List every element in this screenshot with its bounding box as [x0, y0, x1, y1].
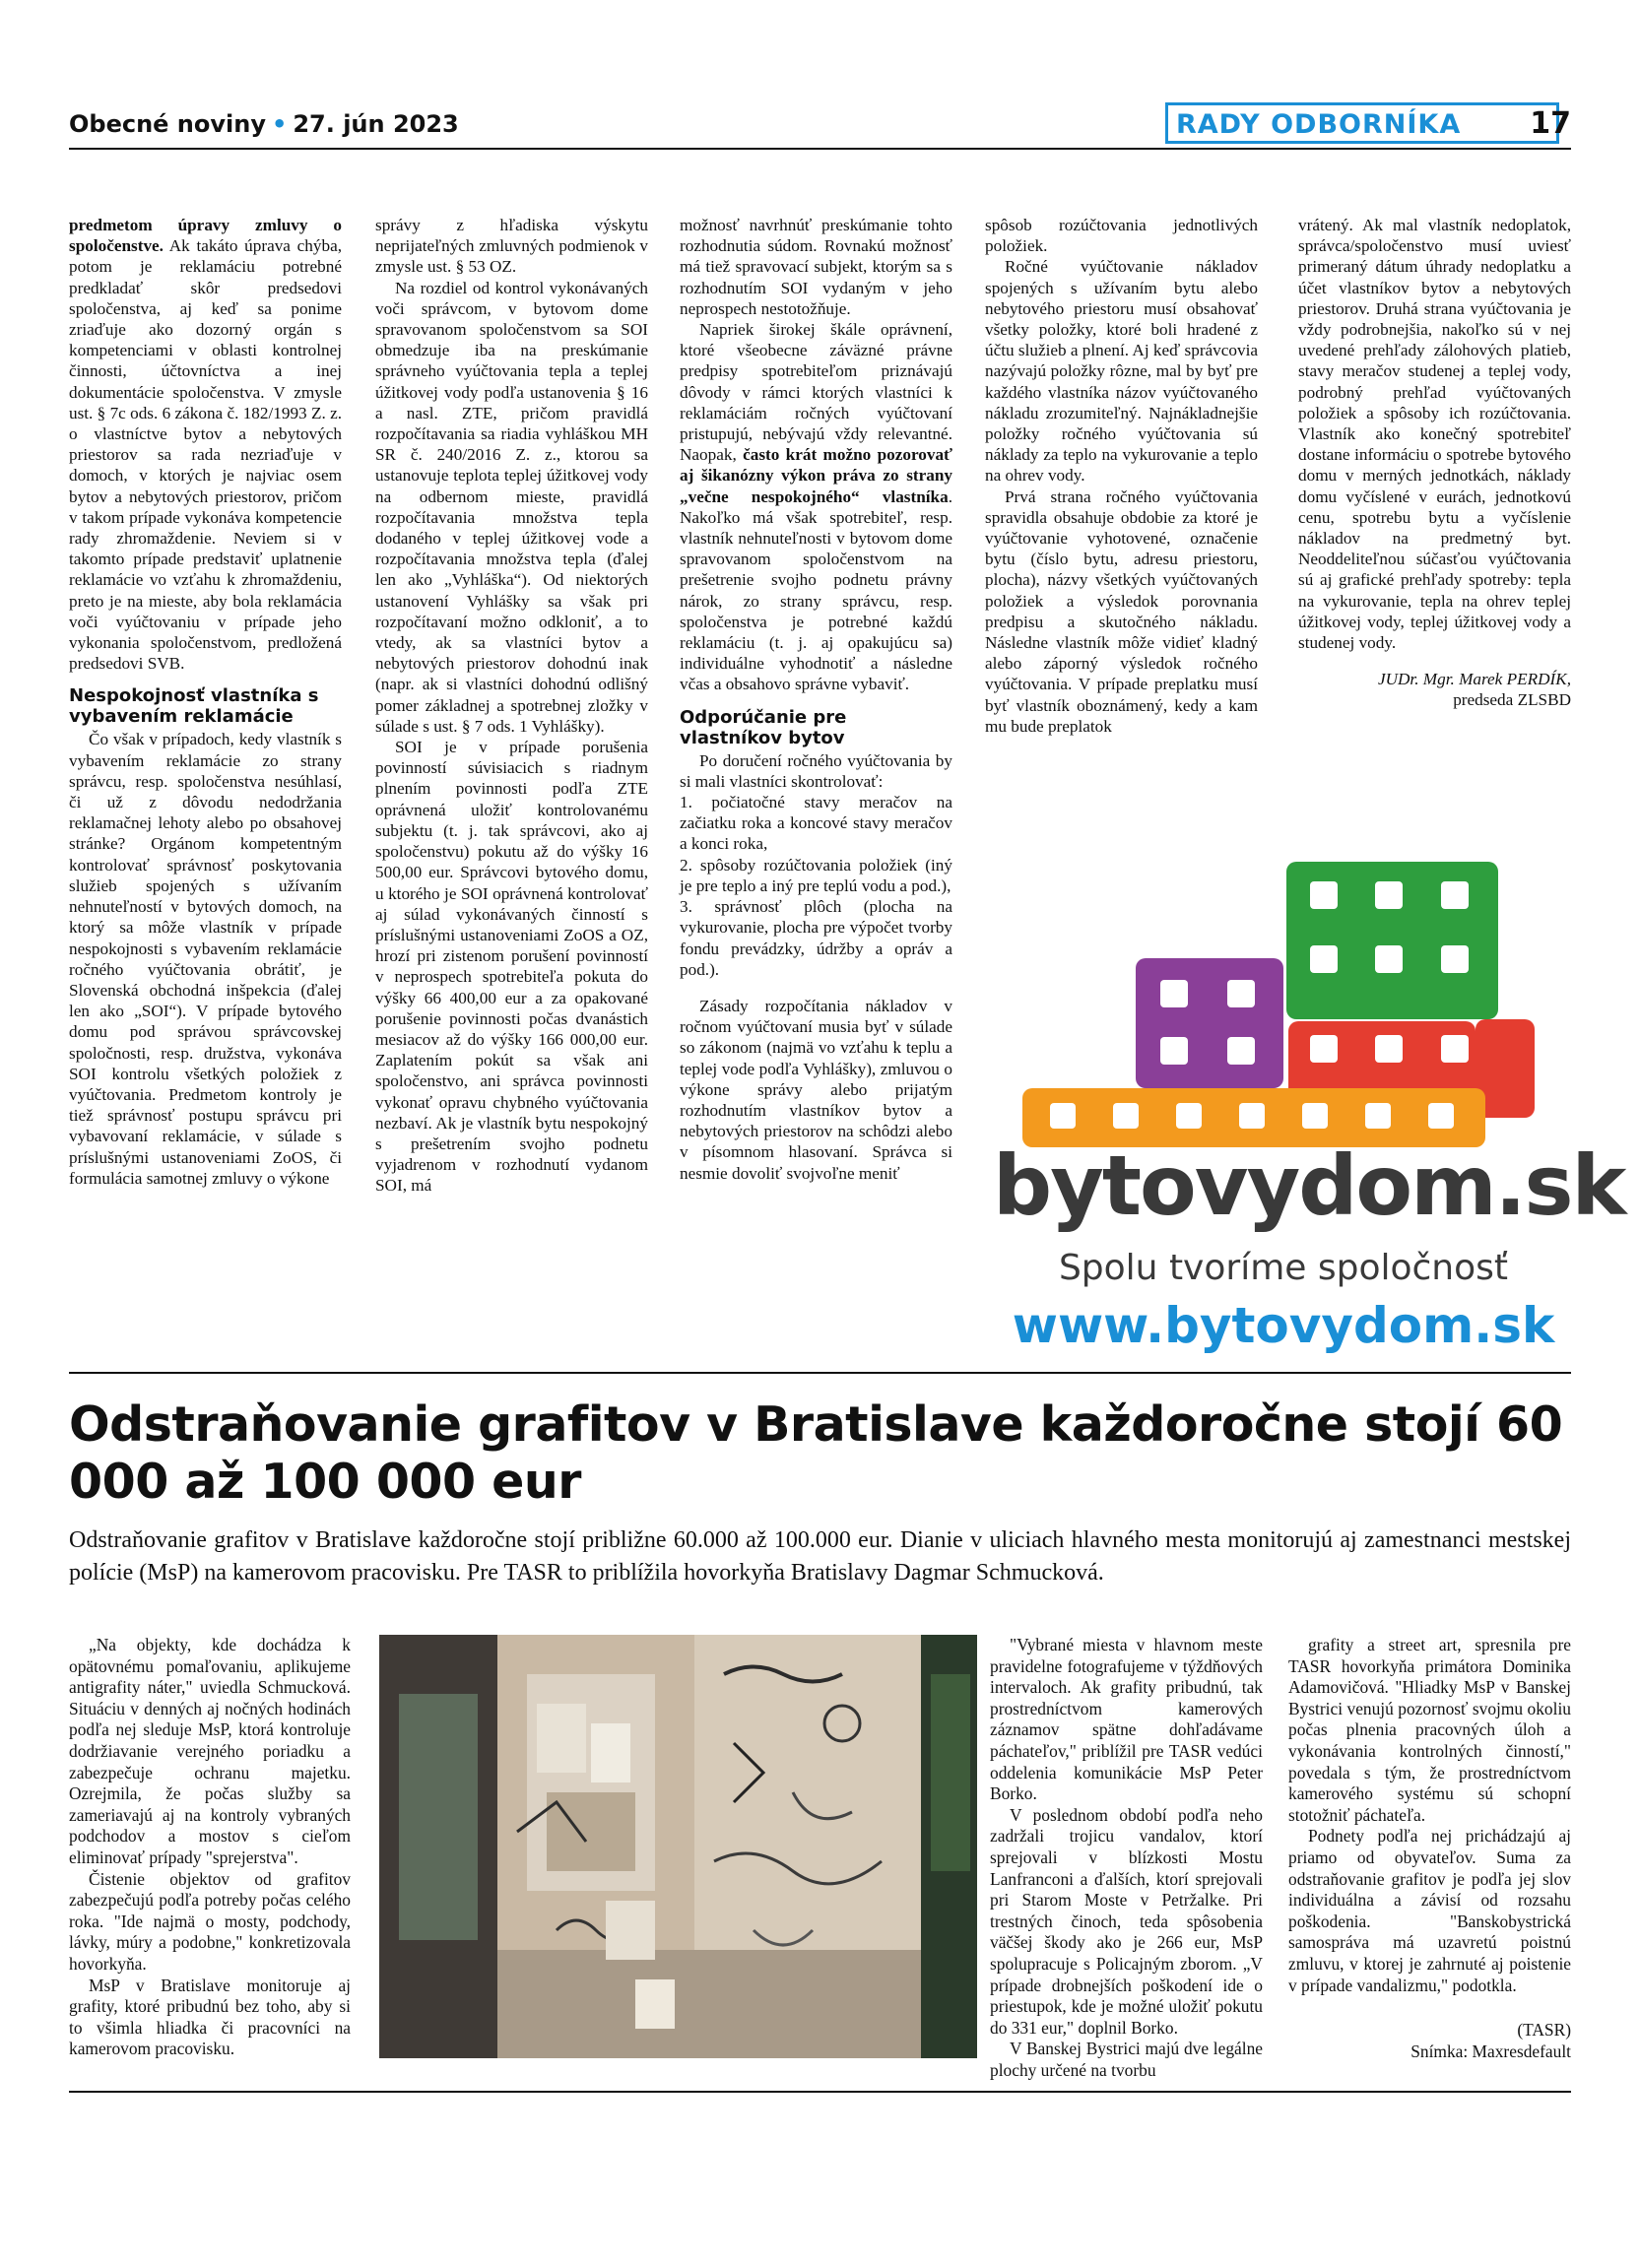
article2-lead: Odstraňovanie grafitov v Bratislave každoročne stojí približne 60.000 až 100.000 eur. Dianie v uliciach hlavného mesta monitorujú aj zamestnanci mestskej polície (MsP) na kamerovom pracovisku. Pre TASR to priblížila hovorkyňa Bratislavy Dagmar Schmucková.: [69, 1527, 1571, 1586]
paragraph: vrátený. Ak mal vlastník nedoplatok, správca/spoločenstvo musí uviesť primeraný dátum úhrady nedoplatku a účet vlastníkov bytov a nebytových priestorov. Druhá strana vyúčtovania je vždy podrobnejšia, nakoľko sú v nej uvedené prehľady zálohových platieb, stavy meračov studenej a teplej vody, podrobný prehľad vyúčtovaných položiek a spôsoby ich rozúčtovania. Vlastník ako konečný spotrebiteľ dostane informáciu o spotrebe bytového domu v merných jednotkách, náklady domu vyčíslené v eurách, jednotkovú cenu, spotrebu bytu a vyčíslenie nákladov na predmetný byt. Neoddeliteľnou súčasťou vyúčtovania sú aj grafické prehľady spotreby: tepla na vykurovanie, tepla na ohrev teplej úžitkovej vody, teplej úžitkovej vody a studenej vody.: [1298, 216, 1571, 653]
text: Ak takáto úprava chýba, potom je reklamáciu potrebné predkladať skôr predsedovi spoločenstva, aj keď sa ponime zriaďuje ako dozorný orgán s kompetenciami v oblasti kontrolnej činnosti, účtovníctva a inej dokumentácie spoločenstva. V zmysle ust. § 7c ods. 6 zákona č. 182/1993 Z. z. o vlastníctve bytov a nebytových priestorov sa rada nezriaďuje v domoch, v ktorých je najviac osem bytov a nebytových priestorov, pričom v takom prípade vykonáva kompetencie rady zhromaždenie. Neviem si v takomto prípade predstaviť uplatnenie reklamácie vo vzťahu k zhromaždeniu, preto je na mieste, aby bola reklamácia voči vyúčtovaniu v prípade jeho vykonania spoločenstvom, predložená predsedovi SVB.: [69, 236, 342, 674]
masthead: [69, 110, 459, 138]
paragraph: Ročné vyúčtovanie nákladov spojených s užívaním bytu alebo nebytového priestoru musí obsahovať všetky položky, ktoré boli hradené z účtu služieb a plnení. Aj keď správcovia nazývajú položky rôzne, mal by byť pre každého vlastníka názov vyúčtovaného nákladu zrozumiteľný. Najnákladnejšie položky ročného vyúčtovania sú náklady za teplo na vykurovanie a teplo na ohrev vody.: [985, 257, 1258, 486]
paragraph: Po doručení ročného vyúčtovania by si mali vlastníci skontrolovať:: [680, 750, 952, 791]
article2-column-3: [990, 1635, 1263, 2081]
paragraph: V poslednom období podľa neho zadržali trojicu vandalov, ktorí sprejovali v blízkosti Mostu Lanfranconi a ďalších, ktorí sprejovali pri Starom Moste v Petržalke. Pri trestných činoch, teda spôsobenia väčšej škody ako je 266 eur, MsP spolupracuje s Policajným zborom. „V prípade drobnejších poškodení ide o priestupok, kde je možné uložiť pokutu do 331 eur," doplnil Borko.: [990, 1804, 1263, 2038]
paragraph: „Na objekty, kde dochádza k opätovnému pomaľovaniu, aplikujeme antigrafity náter," uviedla Schmucková. Situáciu v denných aj nočných hodinách podľa nej sleduje MsP, ktorá kontroluje dodržiavanie verejného poriadku a zabezpečuje ochranu majetku. Ozrejmila, že počas služby sa zameriavajú aj na kontroly vybraných podchodov a mostov s cieľom eliminovať prípady "sprejerstva".: [69, 1635, 351, 1867]
bold-text: často krát možno pozorovať aj šikanózny výkon práva zo strany „večne nespokojného“ vlastníka: [680, 445, 953, 506]
article2-headline: Odstraňovanie grafitov v Bratislave každoročne stojí 60 000 až 100 000 eur: [69, 1396, 1563, 1510]
bold-text: predmetom úpravy zmluvy o spoločenstve.: [69, 216, 342, 256]
building-blocks-logo-icon: [993, 842, 1574, 1147]
author-function: predseda ZLSBD: [1453, 690, 1571, 710]
bullet-icon: •: [271, 110, 288, 138]
paragraph: spôsob rozúčtovania jednotlivých položiek.: [985, 216, 1258, 256]
list-item: 1. počiatočné stavy meračov na začiatku roka a koncové stavy meračov a konci roka,: [680, 793, 952, 854]
paragraph: správy z hľadiska výskytu neprijateľných zmluvných podmienok v zmysle ust. § 53 OZ.: [375, 216, 648, 277]
subheading: Odporúčanie pre vlastníkov bytov: [680, 706, 847, 748]
text: Napriek širokej škále oprávnení, ktoré všeobecne záväzné právne predpisy spotrebiteľom priznávajú dôvody v rámci ktorých vlastníci k reklamáciám ročných vyúčtovaní pristupujú, nebývajú vždy relevantné. Naopak,: [680, 320, 952, 465]
article1-column-5: [1298, 215, 1571, 711]
header-divider: [69, 148, 1571, 150]
author-signature: JUDr. Mgr. Marek PERDÍK,: [1377, 670, 1571, 689]
graffiti-wall-image-icon: [379, 1635, 977, 2058]
paragraph: Čistenie objektov od grafitov zabezpečujú podľa potreby počas celého roka. "Ide najmä o mosty, podchody, lávky, múry a podobne," konkretizovala hovorkyňa.: [69, 1868, 351, 1974]
subheading: Nespokojnosť vlastníka s vybavením reklamácie: [69, 685, 319, 728]
issue-date: 27. jún 2023: [293, 110, 459, 138]
paragraph: MsP v Bratislave monitoruje aj grafity, ktoré pribudnú bez toho, aby si to všimla hliadka či pracovníci na kamerovom pracovisku.: [69, 1975, 351, 2059]
graffiti-photo: [379, 1635, 977, 2058]
list-item: 2. spôsoby rozúčtovania položiek (iný je pre teplo a iný pre teplú vodu a pod.),: [680, 855, 952, 895]
paragraph: SOI je v prípade porušenia povinností súvisiacich s riadnym plnením povinnosti podľa ZTE oprávnená uložiť kontrolovanému subjektu (t. j. tak správcovi, ako aj spoločenstvu) pokutu až do výšky 16 500,00 eur. Správcovi bytového domu, u ktorého je SOI oprávnená kontrolovať aj súlad vykonávaných činností s príslušnými ustanoveniami ZoOS a OZ, hrozí pri zistenom porušení povinností v neprospech spotrebiteľa pokuta do výšky 66 400,00 eur a za opakované porušenie povinnosti počas dvanástich mesiacov až do výšky 166 000,00 eur. Zaplatením pokút sa však ani spoločenstvo, ani správca povinnosti vykonať opravu chybného vyúčtovania nezbaví. Ak je vlastník bytu nespokojný s prešetrením svojho podnetu vyjadrenom v rozhodnutí vydanom SOI, má: [375, 738, 648, 1196]
article1-column-3: [680, 215, 952, 1184]
paragraph: Prvá strana ročného vyúčtovania spravidla obsahuje obdobie za ktoré je vyúčtovanie vyhotovené, označenie bytu (číslo bytu, adresu priestoru, plocha), názvy všetkých vyúčtovaných položiek a výsledok porovnania predpisu a skutočného nákladu. Následne vlastník môže vidieť kladný alebo záporný výsledok ročného vyúčtovania. V prípade preplatku musí byť vlastník oboznámený, kedy a kam mu bude preplatok: [985, 486, 1258, 736]
article1-column-4: [985, 215, 1258, 737]
paragraph: Čo však v prípadoch, kedy vlastník s vybavením reklamácie zo strany správcu, resp. spoločenstva nesúhlasí, či už z dôvodu nedodržania reklamačnej lehoty alebo po obsahovej stránke? Orgánom kompetentným kontrolovať správnosť poskytovania služieb spojených s užívaním nehnuteľností v bytových domoch, na ktorý sa môže vlastník v prípade nespokojnosti s vybavením reklamácie ročného vyúčtovania obrátiť, je Slovenská obchodná inšpekcia (ďalej len ako „SOI“). V prípade bytového domu pod správou správcovskej spoločnosti, resp. družstva, vykonáva SOI kontrolu všetkých položiek z vyúčtovania. Predmetom kontroly je tiež správnosť postupu správcu pri vybavovaní reklamácie, v súlade s príslušnými ustanoveniami ZoOS, či formulácia samotnej zmluvy o výkone: [69, 730, 342, 1188]
source-credit: (TASR): [1517, 2020, 1571, 2041]
paragraph: možnosť navrhnúť preskúmanie tohto rozhodnutia súdom. Rovnakú možnosť má tiež spravovací subjekt, ktorým sa s rozhodnutím SOI vydaným v jeho neprospech nestotožňuje.: [680, 216, 952, 318]
paragraph: "Vybrané miesta v hlavnom meste pravidelne fotografujeme v týždňových intervaloch. Ak grafity pribudnú, tak prostredníctvom kamerových záznamov spätne dohľadávame páchateľov," priblížil pre TASR vedúci oddelenia komunikácie MsP Peter Borko.: [990, 1635, 1263, 1804]
section-badge: RADY ODBORNÍKA: [1165, 102, 1559, 144]
bottom-divider: [69, 2091, 1571, 2093]
paragraph: [680, 319, 952, 695]
list-item: 3. správnosť plôch (plocha na vykurovanie, plocha pre výpočet tvorby fondu prevádzky, údržby a opráv a pod.).: [680, 897, 952, 979]
page-number: 17: [1530, 106, 1571, 141]
photo-credit: Snímka: Maxresdefault: [1410, 2041, 1571, 2061]
paragraph: Podnety podľa nej prichádzajú aj priamo od obyvateľov. Suma za odstraňovanie grafitov je podľa jej slov individuálna a závisí od rozsahu poškodenia. "Banskobystrická samospráva má uzavretú poistnú zmluvu, v ktorej je zahrnuté aj poistenie v prípade vandalizmu," podotkla.: [1288, 1826, 1571, 1995]
article1-column-1: [69, 215, 342, 1189]
page-header: [69, 102, 1571, 144]
paper-name: Obecné noviny: [69, 110, 266, 138]
paragraph: grafity a street art, spresnila pre TASR hovorkyňa primátora Dominika Adamovičová. "Hliadky MsP v Banskej Bystrici venujú pozornosť svojmu okoliu počas plnenia pracovných úloh a vykonávania kontrolných činností," povedala s tým, že prostredníctvom kamerového systému sú schopní stotožniť páchateľa.: [1288, 1635, 1571, 1825]
paragraph: [69, 215, 342, 674]
ad-slogan: Spolu tvoríme spoločnosť: [1058, 1248, 1509, 1288]
paragraph: V Banskej Bystrici majú dve legálne plochy určené na tvorbu: [990, 2039, 1263, 2080]
paragraph: Na rozdiel od kontrol vykonávaných voči správcom, v bytovom dome spravovanom spoločenstvom sa SOI obmedzuje iba na preskúmanie správneho vyúčtovania tepla a teplej úžitkovej vody podľa ustanovenia § 16 a nasl. ZTE, pričom pravidlá rozpočítavania sa riadia vyhláškou MH SR č. 240/2016 Z. z., ktorou sa ustanovuje teplota teplej úžitkovej vody na odbernom mieste, pravidlá rozpočítavania množstva tepla dodaného v teplej úžitkovej vode a rozpočítavania množstva tepla (ďalej len ako „Vyhláška“). Od niektorých ustanovení Vyhlášky sa však pri rozpočítavaní možno odkloniť, a to vtedy, ak sa vlastníci bytov a nebytových priestorov dohodnú inak (napr. ak si vlastníci dohodnú odlišný pomer základnej a spotrebnej zložky v súlade s ust. § 7 ods. 1 Vyhlášky).: [375, 278, 648, 736]
article2-column-1: [69, 1635, 351, 2060]
text: . Nakoľko má však spotrebiteľ, resp. vlastník nehnuteľnosti v bytovom dome spravovanom spoločenstvom na prešetrenie svojho podnetu právny nárok, zo strany správcu, resp. spoločenstva je potrebné každú reklamáciu (t. j. aj opakujúcu sa) individuálne vyhodnotiť a následne včas a obsahovo správne vybaviť.: [680, 486, 952, 694]
ad-domain-name: bytovydom.sk: [993, 1137, 1625, 1234]
article1-column-2: [375, 215, 648, 1197]
article-divider: [69, 1372, 1571, 1374]
bytovydom-advertisement: [993, 842, 1625, 1354]
ad-url-link[interactable]: www.bytovydom.sk: [1012, 1297, 1555, 1354]
article2-column-4: [1288, 1635, 1571, 2062]
paragraph: Zásady rozpočítania nákladov v ročnom vyúčtovaní musia byť v súlade so zákonom (najmä vo vzťahu k teplu a teplej vode podľa Vyhlášky), zmluvou o výkone správy alebo prijatým rozhodnutím vlastníkov bytov a nebytových priestorov na schôdzi alebo v písomnom hlasovaní. Správca si nesmie dovoliť svojvoľne meniť: [680, 996, 952, 1183]
